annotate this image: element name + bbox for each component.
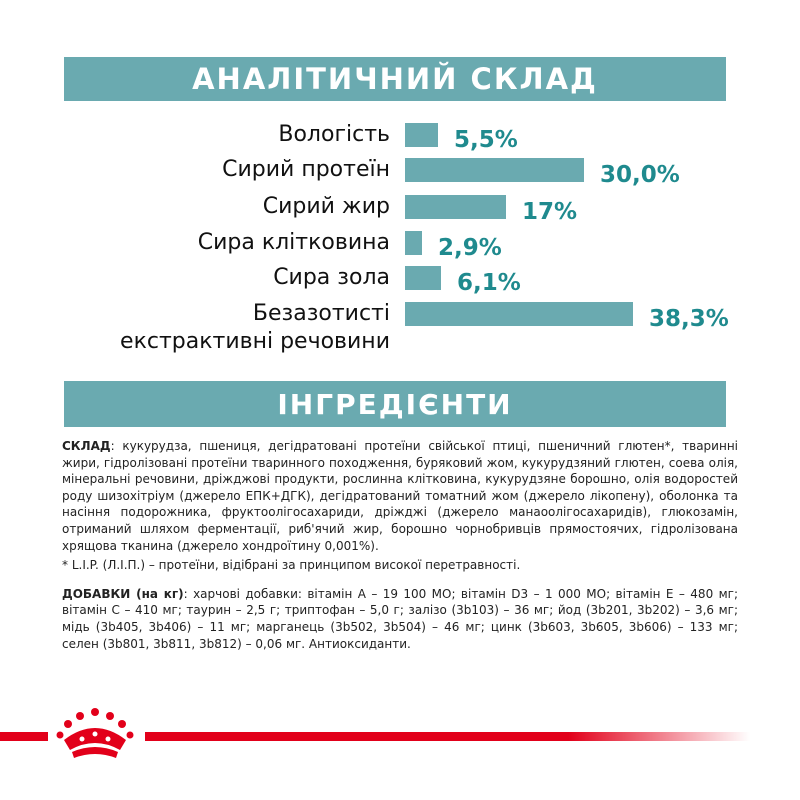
ingredients-banner [64,381,726,427]
chart-bar [405,231,422,255]
additives-paragraph [62,586,738,652]
chart-value-label: 2,9% [438,235,502,261]
chart-value-label: 5,5% [454,127,518,153]
chart-row-label: екстрактивні речовини [120,329,390,354]
chart-row-label: Безазотисті [252,301,390,326]
additives-title: ДОБАВКИ (на кг) [62,586,184,601]
chart-row-label: Сира клітковина [197,230,390,255]
chart-value-label: 6,1% [457,270,521,296]
analysis-banner [64,57,726,101]
ingredients-text [62,438,738,652]
chart-bar [405,158,584,182]
analysis-title: АНАЛІТИЧНИЙ СКЛАД [192,62,598,96]
chart-bar [405,195,506,219]
chart-value-label: 30,0% [600,162,680,188]
footnote: * L.I.P. (Л.І.П.) – протеїни, відібрані за принципом високої перетравності. [62,558,521,573]
footer-line-left [0,732,48,741]
chart-row-label: Сирий протеїн [222,157,390,182]
chart-bar [405,302,633,326]
chart-bar [405,266,441,290]
chart-row-label: Сира зола [273,265,390,290]
additives-text: : харчові добавки: вітамін А – 19 100 МО; вітамін D3 – 1 000 МО; вітамін Е – 480 мг; вітамін С – 410 мг; таурин – 2,5 г; триптофан – 5,0 г; залізо (3b103) – 36 мг; йод (3b201, 3b202) – 3,6 мг; мідь (3b405, 3b406) – 11 мг; марганець (3b502, 3b504) – 46 мг; цинк (3b603, 3b605, 3b606) – 133 мг; селен (3b801, 3b811, 3b812) – 0,06 мг. Антиоксиданти. [62,586,739,651]
chart-row-label: Сирий жир [262,194,390,219]
composition-text: : кукурудза, пшениця, дегідратовані протеїни свійської птиці, пшеничний глютен*, тваринні жири, гідролізовані протеїни тваринного походження, буряковий жом, кукурудзяний глютен, соева олія, мінеральні речовини, дріжджові продукти, рослинна клітковина, кукурудзяне борошно, олія водоростей роду шизохітріум (джерело ЕПК+ДГК), дегідратований томатний жом (джерело лікопену), оболонка та насіння подорожника, фруктоолігосахариди, дріжджі (джерело манаоолігосахаридів), глюкозамін, отриманий шляхом ферментації, риб'ячий жир, борошно чорнобривців прямостоячих, гідролізована хрящова тканина (джерело хондроїтину 0,001%). [62,439,738,553]
crown-icon [52,706,138,762]
composition-paragraph [62,438,738,554]
chart-value-label: 17% [522,199,578,225]
composition-title: СКЛАД [62,439,111,453]
chart-row-label: Вологість [278,122,390,147]
ingredients-title: ІНГРЕДІЄНТИ [277,387,513,421]
chart-value-label: 38,3% [649,306,729,332]
analysis-chart [0,115,800,365]
chart-bar [405,123,438,147]
footer-line-right [145,732,750,741]
